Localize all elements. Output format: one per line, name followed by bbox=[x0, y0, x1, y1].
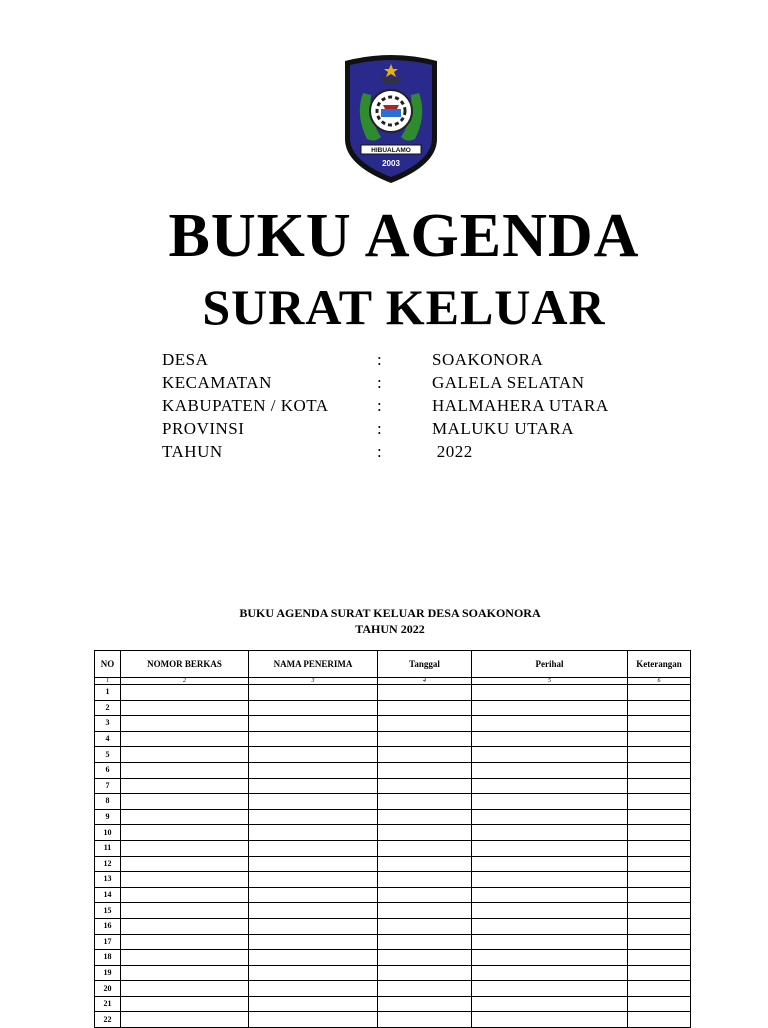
table-row bbox=[95, 747, 691, 763]
table-cell bbox=[121, 762, 249, 778]
row-number: 17 bbox=[95, 934, 121, 950]
info-label: KECAMATAN bbox=[162, 373, 272, 392]
table-cell bbox=[378, 981, 472, 997]
info-value: MALUKU UTARA bbox=[432, 419, 575, 438]
table-cell bbox=[628, 856, 691, 872]
table-cell bbox=[378, 965, 472, 981]
info-value: HALMAHERA UTARA bbox=[432, 396, 609, 415]
table-cell bbox=[472, 903, 628, 919]
info-row-tahun bbox=[162, 440, 682, 463]
identity-info bbox=[162, 348, 682, 463]
table-cell bbox=[121, 934, 249, 950]
row-number: 20 bbox=[95, 981, 121, 997]
table-cell bbox=[628, 965, 691, 981]
table-row bbox=[95, 685, 691, 701]
table-cell bbox=[628, 747, 691, 763]
row-number: 9 bbox=[95, 809, 121, 825]
table-cell bbox=[121, 965, 249, 981]
info-colon: : bbox=[377, 350, 383, 369]
column-index-row bbox=[95, 678, 691, 685]
table-cell bbox=[121, 809, 249, 825]
table-title bbox=[160, 605, 620, 637]
row-number: 5 bbox=[95, 747, 121, 763]
table-cell bbox=[121, 918, 249, 934]
table-row bbox=[95, 918, 691, 934]
table-cell bbox=[378, 747, 472, 763]
table-cell bbox=[121, 1012, 249, 1028]
table-cell bbox=[628, 950, 691, 966]
table-cell bbox=[628, 840, 691, 856]
table-cell bbox=[249, 731, 378, 747]
column-index: 1 bbox=[95, 678, 121, 685]
info-value: GALELA SELATAN bbox=[432, 373, 585, 392]
emblem-year: 2003 bbox=[382, 159, 400, 168]
table-row bbox=[95, 778, 691, 794]
emblem-logo bbox=[341, 53, 441, 185]
table-cell bbox=[628, 794, 691, 810]
info-value: SOAKONORA bbox=[432, 350, 544, 369]
column-index: 5 bbox=[472, 678, 628, 685]
table-title-line1: BUKU AGENDA SURAT KELUAR DESA SOAKONORA bbox=[239, 606, 541, 620]
info-label: TAHUN bbox=[162, 442, 223, 461]
table-cell bbox=[249, 716, 378, 732]
row-number: 14 bbox=[95, 887, 121, 903]
table-cell bbox=[628, 685, 691, 701]
table-cell bbox=[249, 950, 378, 966]
row-number: 16 bbox=[95, 918, 121, 934]
table-cell bbox=[628, 872, 691, 888]
table-row bbox=[95, 716, 691, 732]
table-cell bbox=[121, 825, 249, 841]
table-cell bbox=[628, 981, 691, 997]
table-cell bbox=[378, 996, 472, 1012]
table-cell bbox=[628, 996, 691, 1012]
table-cell bbox=[472, 981, 628, 997]
table-row bbox=[95, 887, 691, 903]
info-row-kabupaten bbox=[162, 394, 682, 417]
info-colon: : bbox=[377, 396, 383, 415]
table-cell bbox=[472, 731, 628, 747]
table-cell bbox=[378, 700, 472, 716]
table-cell bbox=[378, 825, 472, 841]
table-cell bbox=[121, 731, 249, 747]
row-number: 10 bbox=[95, 825, 121, 841]
table-cell bbox=[249, 700, 378, 716]
table-cell bbox=[249, 965, 378, 981]
table-cell bbox=[472, 778, 628, 794]
row-number: 6 bbox=[95, 762, 121, 778]
table-cell bbox=[249, 778, 378, 794]
table-cell bbox=[472, 762, 628, 778]
table-cell bbox=[628, 1012, 691, 1028]
table-cell bbox=[378, 950, 472, 966]
info-colon: : bbox=[377, 373, 383, 392]
table-cell bbox=[378, 716, 472, 732]
table-row bbox=[95, 872, 691, 888]
table-cell bbox=[472, 825, 628, 841]
emblem-banner-text: HIBUALAMO bbox=[371, 147, 411, 154]
row-number: 19 bbox=[95, 965, 121, 981]
row-number: 7 bbox=[95, 778, 121, 794]
table-cell bbox=[472, 856, 628, 872]
table-cell bbox=[378, 856, 472, 872]
table-cell bbox=[249, 794, 378, 810]
column-index: 4 bbox=[378, 678, 472, 685]
table-cell bbox=[121, 856, 249, 872]
table-cell bbox=[472, 809, 628, 825]
table-cell bbox=[472, 700, 628, 716]
table-cell bbox=[378, 1012, 472, 1028]
column-index: 6 bbox=[628, 678, 691, 685]
table-cell bbox=[121, 950, 249, 966]
table-cell bbox=[628, 825, 691, 841]
table-row bbox=[95, 950, 691, 966]
table-cell bbox=[249, 685, 378, 701]
info-label: PROVINSI bbox=[162, 419, 245, 438]
info-colon: : bbox=[377, 419, 383, 438]
table-cell bbox=[472, 918, 628, 934]
table-cell bbox=[628, 887, 691, 903]
table-cell bbox=[378, 840, 472, 856]
table-row bbox=[95, 731, 691, 747]
table-cell bbox=[378, 762, 472, 778]
row-number: 15 bbox=[95, 903, 121, 919]
table-row bbox=[95, 762, 691, 778]
row-number: 2 bbox=[95, 700, 121, 716]
row-number: 12 bbox=[95, 856, 121, 872]
table-cell bbox=[121, 903, 249, 919]
column-header-tanggal: Tanggal bbox=[378, 651, 472, 678]
row-number: 18 bbox=[95, 950, 121, 966]
table-cell bbox=[378, 903, 472, 919]
column-index: 3 bbox=[249, 678, 378, 685]
table-header-row bbox=[95, 651, 691, 678]
column-header-nomor-berkas: NOMOR BERKAS bbox=[121, 651, 249, 678]
info-row-desa bbox=[162, 348, 682, 371]
table-cell bbox=[121, 996, 249, 1012]
table-cell bbox=[472, 996, 628, 1012]
table-row bbox=[95, 981, 691, 997]
title-buku-agenda: BUKU AGENDA bbox=[168, 202, 640, 270]
table-row bbox=[95, 1012, 691, 1028]
table-cell bbox=[472, 840, 628, 856]
table-cell bbox=[121, 887, 249, 903]
table-cell bbox=[378, 809, 472, 825]
table-row bbox=[95, 700, 691, 716]
table-cell bbox=[378, 685, 472, 701]
table-cell bbox=[121, 872, 249, 888]
table-cell bbox=[378, 794, 472, 810]
row-number: 21 bbox=[95, 996, 121, 1012]
table-cell bbox=[249, 903, 378, 919]
table-cell bbox=[472, 685, 628, 701]
table-row bbox=[95, 794, 691, 810]
table-cell bbox=[249, 872, 378, 888]
table-cell bbox=[628, 762, 691, 778]
table-cell bbox=[249, 934, 378, 950]
info-row-provinsi bbox=[162, 417, 682, 440]
table-cell bbox=[249, 809, 378, 825]
table-cell bbox=[472, 950, 628, 966]
table-row bbox=[95, 809, 691, 825]
row-number: 11 bbox=[95, 840, 121, 856]
table-cell bbox=[249, 747, 378, 763]
column-header-perihal: Perihal bbox=[472, 651, 628, 678]
table-cell bbox=[378, 778, 472, 794]
table-cell bbox=[249, 1012, 378, 1028]
row-number: 1 bbox=[95, 685, 121, 701]
table-cell bbox=[378, 731, 472, 747]
table-cell bbox=[628, 934, 691, 950]
table-cell bbox=[249, 981, 378, 997]
table-cell bbox=[249, 762, 378, 778]
agenda-table bbox=[94, 650, 691, 1028]
table-cell bbox=[121, 716, 249, 732]
info-colon: : bbox=[377, 442, 383, 461]
table-cell bbox=[121, 794, 249, 810]
table-cell bbox=[472, 716, 628, 732]
table-cell bbox=[249, 996, 378, 1012]
table-cell bbox=[472, 934, 628, 950]
table-cell bbox=[249, 887, 378, 903]
table-cell bbox=[378, 918, 472, 934]
table-row bbox=[95, 825, 691, 841]
table-cell bbox=[249, 856, 378, 872]
table-cell bbox=[121, 981, 249, 997]
table-cell bbox=[378, 872, 472, 888]
row-number: 4 bbox=[95, 731, 121, 747]
table-cell bbox=[378, 934, 472, 950]
table-cell bbox=[628, 700, 691, 716]
table-row bbox=[95, 996, 691, 1012]
table-cell bbox=[472, 965, 628, 981]
table-cell bbox=[628, 903, 691, 919]
table-cell bbox=[121, 685, 249, 701]
table-cell bbox=[121, 700, 249, 716]
table-title-line2: TAHUN 2022 bbox=[355, 622, 425, 636]
table-cell bbox=[628, 809, 691, 825]
row-number: 13 bbox=[95, 872, 121, 888]
table-cell bbox=[628, 716, 691, 732]
table-cell bbox=[472, 1012, 628, 1028]
title-surat-keluar: SURAT KELUAR bbox=[202, 279, 606, 335]
table-cell bbox=[378, 887, 472, 903]
info-label: KABUPATEN / KOTA bbox=[162, 396, 329, 415]
table-cell bbox=[121, 778, 249, 794]
table-row bbox=[95, 934, 691, 950]
table-cell bbox=[628, 918, 691, 934]
table-cell bbox=[472, 747, 628, 763]
info-value: 2022 bbox=[432, 442, 473, 461]
table-row bbox=[95, 856, 691, 872]
table-row bbox=[95, 903, 691, 919]
info-label: DESA bbox=[162, 350, 209, 369]
table-cell bbox=[472, 887, 628, 903]
row-number: 8 bbox=[95, 794, 121, 810]
table-cell bbox=[628, 778, 691, 794]
column-header-no: NO bbox=[95, 651, 121, 678]
table-row bbox=[95, 965, 691, 981]
table-cell bbox=[249, 825, 378, 841]
row-number: 22 bbox=[95, 1012, 121, 1028]
column-header-keterangan: Keterangan bbox=[628, 651, 691, 678]
table-cell bbox=[472, 794, 628, 810]
info-row-kecamatan bbox=[162, 371, 682, 394]
row-number: 3 bbox=[95, 716, 121, 732]
column-header-nama-penerima: NAMA PENERIMA bbox=[249, 651, 378, 678]
column-index: 2 bbox=[121, 678, 249, 685]
table-row bbox=[95, 840, 691, 856]
table-cell bbox=[249, 840, 378, 856]
table-cell bbox=[249, 918, 378, 934]
table-cell bbox=[121, 840, 249, 856]
table-cell bbox=[472, 872, 628, 888]
table-cell bbox=[121, 747, 249, 763]
table-cell bbox=[628, 731, 691, 747]
